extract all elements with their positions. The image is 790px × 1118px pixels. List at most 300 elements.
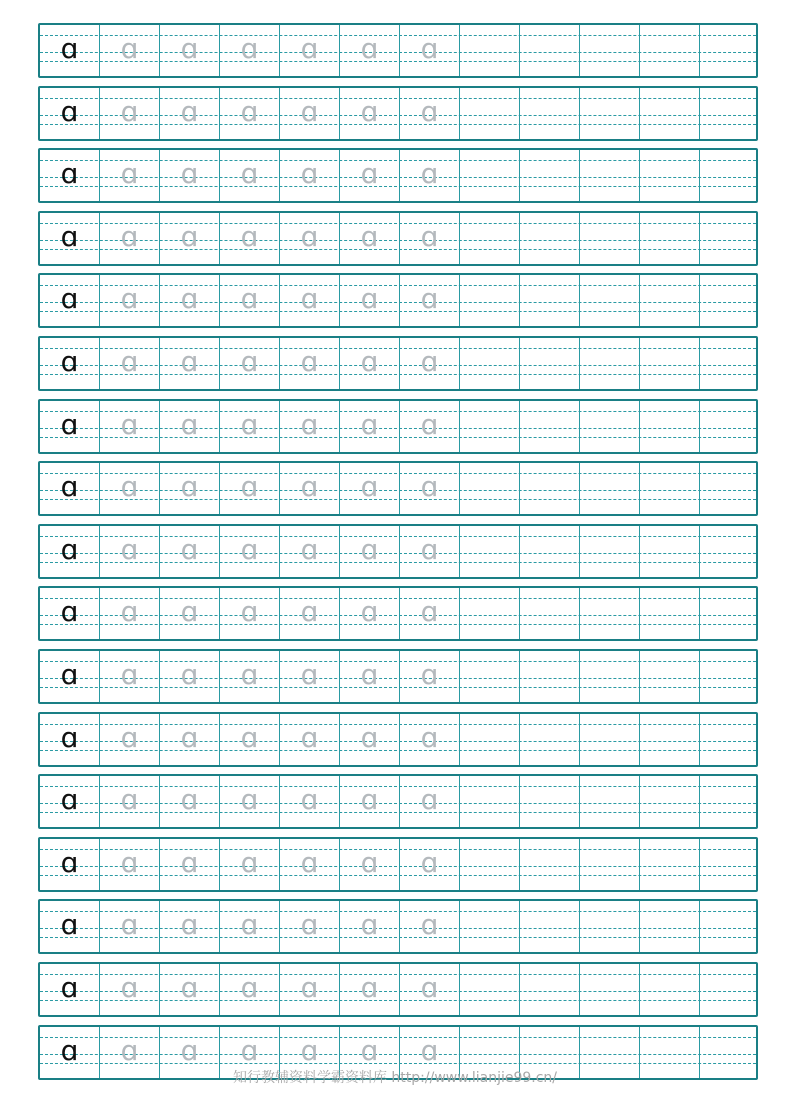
practice-cell[interactable]	[280, 275, 340, 326]
model-letter: ɑ	[60, 407, 79, 441]
trace-letter: ɑ	[420, 532, 439, 566]
practice-cell[interactable]	[160, 901, 220, 952]
practice-cell[interactable]	[220, 88, 280, 139]
practice-cell[interactable]	[220, 338, 280, 389]
trace-letter: ɑ	[240, 908, 259, 942]
trace-letter: ɑ	[420, 971, 439, 1004]
practice-cell[interactable]	[220, 526, 280, 577]
practice-cell[interactable]	[280, 651, 340, 702]
practice-cell[interactable]	[40, 88, 100, 139]
practice-cell[interactable]	[700, 338, 760, 389]
practice-cell[interactable]	[520, 714, 580, 765]
practice-cell[interactable]	[280, 526, 340, 577]
practice-cell[interactable]	[700, 213, 760, 264]
practice-cell[interactable]	[700, 651, 760, 702]
practice-cell[interactable]	[340, 839, 400, 890]
practice-cell[interactable]	[160, 651, 220, 702]
practice-cell[interactable]	[100, 714, 160, 765]
trace-letter: ɑ	[180, 595, 199, 629]
practice-cell[interactable]	[580, 275, 640, 326]
practice-cell[interactable]	[280, 839, 340, 890]
practice-row	[38, 148, 758, 203]
practice-cell[interactable]	[460, 150, 520, 201]
practice-cell[interactable]	[100, 651, 160, 702]
practice-cell[interactable]	[700, 88, 760, 139]
trace-letter: ɑ	[420, 720, 439, 754]
practice-cell[interactable]	[40, 588, 100, 639]
practice-cell[interactable]	[400, 88, 460, 139]
model-letter: ɑ	[60, 282, 79, 316]
trace-letter: ɑ	[300, 783, 319, 817]
practice-cell[interactable]	[460, 275, 520, 326]
practice-cell[interactable]	[460, 839, 520, 890]
trace-letter: ɑ	[420, 282, 439, 316]
practice-cell[interactable]	[100, 150, 160, 201]
practice-cell[interactable]	[280, 401, 340, 452]
trace-letter: ɑ	[240, 595, 259, 629]
practice-cell[interactable]	[400, 463, 460, 514]
trace-letter: ɑ	[360, 407, 379, 441]
model-letter: ɑ	[60, 595, 79, 629]
practice-cell[interactable]	[400, 338, 460, 389]
practice-cell[interactable]	[160, 463, 220, 514]
practice-cell[interactable]	[100, 839, 160, 890]
trace-letter: ɑ	[120, 595, 139, 629]
practice-cell[interactable]	[100, 901, 160, 952]
trace-letter: ɑ	[180, 532, 199, 566]
practice-cell[interactable]	[460, 401, 520, 452]
practice-cell[interactable]	[700, 526, 760, 577]
model-letter: ɑ	[60, 470, 79, 504]
trace-letter: ɑ	[120, 94, 139, 128]
practice-cell[interactable]	[340, 714, 400, 765]
trace-letter: ɑ	[300, 345, 319, 378]
practice-cell[interactable]	[340, 338, 400, 389]
practice-row	[38, 86, 758, 141]
practice-cell[interactable]	[700, 275, 760, 326]
model-letter: ɑ	[60, 32, 79, 65]
practice-cell[interactable]	[340, 964, 400, 1015]
model-letter: ɑ	[60, 720, 79, 754]
practice-cell[interactable]	[460, 714, 520, 765]
trace-letter: ɑ	[180, 94, 199, 128]
practice-cell[interactable]	[400, 776, 460, 827]
practice-cell[interactable]	[160, 526, 220, 577]
trace-letter: ɑ	[300, 407, 319, 441]
practice-cell[interactable]	[400, 714, 460, 765]
practice-cell[interactable]	[400, 150, 460, 201]
model-letter: ɑ	[60, 532, 79, 566]
practice-cell[interactable]	[40, 901, 100, 952]
practice-cell[interactable]	[580, 839, 640, 890]
practice-cell[interactable]	[280, 338, 340, 389]
model-letter: ɑ	[60, 783, 79, 817]
practice-cell[interactable]	[640, 901, 700, 952]
trace-letter: ɑ	[180, 407, 199, 441]
practice-row	[38, 837, 758, 892]
practice-row	[38, 461, 758, 516]
practice-cell[interactable]	[160, 401, 220, 452]
practice-cell[interactable]	[280, 213, 340, 264]
trace-letter: ɑ	[360, 720, 379, 754]
practice-cell[interactable]	[580, 526, 640, 577]
trace-letter: ɑ	[180, 783, 199, 817]
practice-cell[interactable]	[220, 651, 280, 702]
practice-cell[interactable]	[220, 714, 280, 765]
practice-cell[interactable]	[580, 338, 640, 389]
practice-cell[interactable]	[700, 839, 760, 890]
practice-cell[interactable]	[40, 25, 100, 76]
practice-cell[interactable]	[520, 213, 580, 264]
practice-cell[interactable]	[40, 839, 100, 890]
trace-letter: ɑ	[420, 783, 439, 817]
practice-cell[interactable]	[340, 651, 400, 702]
practice-cell[interactable]	[640, 25, 700, 76]
practice-cell[interactable]	[160, 88, 220, 139]
practice-cell[interactable]	[220, 25, 280, 76]
model-letter: ɑ	[60, 971, 79, 1004]
trace-letter: ɑ	[360, 470, 379, 504]
trace-letter: ɑ	[420, 1033, 439, 1067]
trace-letter: ɑ	[180, 345, 199, 378]
practice-cell[interactable]	[640, 463, 700, 514]
trace-letter: ɑ	[420, 407, 439, 441]
trace-letter: ɑ	[300, 532, 319, 566]
practice-cell[interactable]	[640, 651, 700, 702]
trace-letter: ɑ	[180, 720, 199, 754]
practice-cell[interactable]	[700, 964, 760, 1015]
practice-cell[interactable]	[340, 401, 400, 452]
practice-cell[interactable]	[340, 463, 400, 514]
practice-cell[interactable]	[100, 964, 160, 1015]
trace-letter: ɑ	[300, 658, 319, 691]
practice-cell[interactable]	[580, 463, 640, 514]
practice-cell[interactable]	[580, 588, 640, 639]
practice-cell[interactable]	[40, 463, 100, 514]
practice-cell[interactable]	[460, 88, 520, 139]
practice-cell[interactable]	[580, 150, 640, 201]
trace-letter: ɑ	[360, 783, 379, 817]
practice-cell[interactable]	[580, 401, 640, 452]
trace-letter: ɑ	[360, 658, 379, 691]
practice-cell[interactable]	[160, 964, 220, 1015]
trace-letter: ɑ	[360, 595, 379, 629]
trace-letter: ɑ	[360, 345, 379, 378]
practice-cell[interactable]	[160, 338, 220, 389]
practice-cell[interactable]	[100, 88, 160, 139]
practice-cell[interactable]	[520, 588, 580, 639]
practice-cell[interactable]	[400, 964, 460, 1015]
practice-cell[interactable]	[100, 275, 160, 326]
practice-cell[interactable]	[700, 901, 760, 952]
practice-cell[interactable]	[520, 88, 580, 139]
trace-letter: ɑ	[360, 94, 379, 128]
practice-cell[interactable]	[40, 401, 100, 452]
practice-cell[interactable]	[580, 25, 640, 76]
trace-letter: ɑ	[420, 595, 439, 629]
practice-cell[interactable]	[400, 651, 460, 702]
practice-cell[interactable]	[460, 25, 520, 76]
model-letter: ɑ	[60, 345, 79, 378]
practice-cell[interactable]	[100, 776, 160, 827]
trace-letter: ɑ	[180, 845, 199, 879]
practice-cell[interactable]	[100, 588, 160, 639]
trace-letter: ɑ	[240, 470, 259, 504]
practice-cell[interactable]	[640, 776, 700, 827]
trace-letter: ɑ	[300, 219, 319, 253]
practice-cell[interactable]	[400, 275, 460, 326]
practice-cell[interactable]	[700, 714, 760, 765]
practice-cell[interactable]	[220, 964, 280, 1015]
practice-cell[interactable]	[220, 901, 280, 952]
practice-cell[interactable]	[580, 651, 640, 702]
practice-row	[38, 336, 758, 391]
practice-cell[interactable]	[220, 463, 280, 514]
trace-letter: ɑ	[120, 345, 139, 378]
practice-cell[interactable]	[640, 839, 700, 890]
trace-letter: ɑ	[300, 94, 319, 128]
practice-cell[interactable]	[460, 588, 520, 639]
practice-row	[38, 649, 758, 704]
trace-letter: ɑ	[300, 157, 319, 191]
trace-letter: ɑ	[420, 658, 439, 691]
trace-letter: ɑ	[300, 845, 319, 879]
practice-cell[interactable]	[520, 150, 580, 201]
practice-cell[interactable]	[100, 526, 160, 577]
practice-cell[interactable]	[40, 776, 100, 827]
trace-letter: ɑ	[120, 971, 139, 1004]
trace-letter: ɑ	[240, 219, 259, 253]
practice-cell[interactable]	[400, 25, 460, 76]
practice-cell[interactable]	[520, 964, 580, 1015]
practice-cell[interactable]	[640, 338, 700, 389]
trace-letter: ɑ	[300, 32, 319, 65]
practice-cell[interactable]	[280, 25, 340, 76]
trace-letter: ɑ	[300, 971, 319, 1004]
practice-row	[38, 23, 758, 78]
practice-cell[interactable]	[640, 964, 700, 1015]
trace-letter: ɑ	[120, 407, 139, 441]
practice-cell[interactable]	[520, 463, 580, 514]
practice-cell[interactable]	[520, 901, 580, 952]
trace-letter: ɑ	[420, 845, 439, 879]
practice-cell[interactable]	[520, 839, 580, 890]
trace-letter: ɑ	[180, 282, 199, 316]
practice-cell[interactable]	[280, 901, 340, 952]
practice-cell[interactable]	[580, 88, 640, 139]
practice-cell[interactable]	[640, 401, 700, 452]
trace-letter: ɑ	[240, 532, 259, 566]
practice-cell[interactable]	[340, 275, 400, 326]
practice-cell[interactable]	[40, 526, 100, 577]
trace-letter: ɑ	[120, 658, 139, 691]
trace-letter: ɑ	[240, 157, 259, 191]
practice-cell[interactable]	[640, 150, 700, 201]
practice-cell[interactable]	[640, 275, 700, 326]
practice-cell[interactable]	[400, 839, 460, 890]
practice-cell[interactable]	[700, 463, 760, 514]
trace-letter: ɑ	[240, 1033, 259, 1067]
trace-letter: ɑ	[120, 1033, 139, 1067]
trace-letter: ɑ	[360, 845, 379, 879]
practice-cell[interactable]	[640, 588, 700, 639]
practice-row	[38, 774, 758, 829]
practice-cell[interactable]	[700, 401, 760, 452]
model-letter: ɑ	[60, 1033, 79, 1067]
practice-cell[interactable]	[400, 213, 460, 264]
practice-cell[interactable]	[280, 463, 340, 514]
practice-cell[interactable]	[520, 651, 580, 702]
practice-cell[interactable]	[460, 213, 520, 264]
practice-cell[interactable]	[40, 338, 100, 389]
practice-cell[interactable]	[340, 588, 400, 639]
trace-letter: ɑ	[360, 157, 379, 191]
model-letter: ɑ	[60, 219, 79, 253]
practice-row	[38, 524, 758, 579]
practice-cell[interactable]	[460, 526, 520, 577]
practice-cell[interactable]	[700, 25, 760, 76]
practice-cell[interactable]	[640, 213, 700, 264]
practice-cell[interactable]	[520, 526, 580, 577]
practice-cell[interactable]	[160, 588, 220, 639]
practice-cell[interactable]	[460, 964, 520, 1015]
practice-cell[interactable]	[160, 275, 220, 326]
practice-cell[interactable]	[460, 463, 520, 514]
trace-letter: ɑ	[420, 345, 439, 378]
trace-letter: ɑ	[240, 658, 259, 691]
trace-letter: ɑ	[120, 532, 139, 566]
practice-row	[38, 962, 758, 1017]
practice-cell[interactable]	[580, 213, 640, 264]
practice-cell[interactable]	[280, 88, 340, 139]
practice-cell[interactable]	[520, 25, 580, 76]
practice-cell[interactable]	[160, 714, 220, 765]
practice-cell[interactable]	[580, 964, 640, 1015]
practice-cell[interactable]	[400, 401, 460, 452]
practice-cell[interactable]	[400, 526, 460, 577]
practice-cell[interactable]	[280, 776, 340, 827]
practice-cell[interactable]	[100, 213, 160, 264]
trace-letter: ɑ	[120, 219, 139, 253]
trace-letter: ɑ	[300, 720, 319, 754]
practice-cell[interactable]	[220, 401, 280, 452]
practice-cell[interactable]	[340, 88, 400, 139]
trace-letter: ɑ	[180, 470, 199, 504]
practice-cell[interactable]	[460, 338, 520, 389]
trace-letter: ɑ	[180, 157, 199, 191]
practice-cell[interactable]	[40, 150, 100, 201]
trace-letter: ɑ	[360, 1033, 379, 1067]
practice-cell[interactable]	[40, 964, 100, 1015]
practice-cell[interactable]	[520, 338, 580, 389]
model-letter: ɑ	[60, 908, 79, 942]
practice-cell[interactable]	[520, 275, 580, 326]
practice-row	[38, 211, 758, 266]
practice-cell[interactable]	[520, 776, 580, 827]
practice-cell[interactable]	[340, 150, 400, 201]
trace-letter: ɑ	[420, 94, 439, 128]
practice-cell[interactable]	[580, 776, 640, 827]
trace-letter: ɑ	[120, 282, 139, 316]
practice-cell[interactable]	[40, 651, 100, 702]
trace-letter: ɑ	[420, 32, 439, 65]
practice-cell[interactable]	[160, 839, 220, 890]
practice-cell[interactable]	[640, 714, 700, 765]
practice-cell[interactable]	[400, 901, 460, 952]
practice-cell[interactable]	[580, 714, 640, 765]
trace-letter: ɑ	[240, 783, 259, 817]
practice-cell[interactable]	[220, 213, 280, 264]
trace-letter: ɑ	[240, 720, 259, 754]
practice-cell[interactable]	[220, 776, 280, 827]
trace-letter: ɑ	[120, 32, 139, 65]
practice-cell[interactable]	[280, 714, 340, 765]
practice-cell[interactable]	[340, 213, 400, 264]
practice-cell[interactable]	[460, 901, 520, 952]
practice-cell[interactable]	[220, 839, 280, 890]
practice-cell[interactable]	[280, 964, 340, 1015]
trace-letter: ɑ	[240, 407, 259, 441]
trace-letter: ɑ	[120, 470, 139, 504]
trace-letter: ɑ	[420, 219, 439, 253]
practice-cell[interactable]	[400, 588, 460, 639]
practice-cell[interactable]	[100, 401, 160, 452]
practice-cell[interactable]	[520, 401, 580, 452]
trace-letter: ɑ	[180, 1033, 199, 1067]
trace-letter: ɑ	[240, 282, 259, 316]
practice-cell[interactable]	[220, 150, 280, 201]
practice-cell[interactable]	[700, 150, 760, 201]
practice-cell[interactable]	[340, 901, 400, 952]
trace-letter: ɑ	[240, 845, 259, 879]
practice-cell[interactable]	[40, 213, 100, 264]
practice-cell[interactable]	[40, 714, 100, 765]
trace-letter: ɑ	[180, 908, 199, 942]
trace-letter: ɑ	[120, 720, 139, 754]
practice-cell[interactable]	[160, 776, 220, 827]
practice-cell[interactable]	[460, 651, 520, 702]
practice-cell[interactable]	[100, 25, 160, 76]
practice-cell[interactable]	[40, 275, 100, 326]
practice-cell[interactable]	[340, 526, 400, 577]
trace-letter: ɑ	[180, 32, 199, 65]
practice-cell[interactable]	[340, 25, 400, 76]
trace-letter: ɑ	[420, 157, 439, 191]
trace-letter: ɑ	[360, 282, 379, 316]
practice-cell[interactable]	[460, 776, 520, 827]
practice-cell[interactable]	[160, 213, 220, 264]
practice-cell[interactable]	[220, 275, 280, 326]
trace-letter: ɑ	[240, 971, 259, 1004]
trace-letter: ɑ	[360, 971, 379, 1004]
practice-cell[interactable]	[700, 588, 760, 639]
practice-cell[interactable]	[100, 338, 160, 389]
practice-cell[interactable]	[100, 463, 160, 514]
practice-cell[interactable]	[640, 526, 700, 577]
trace-letter: ɑ	[300, 1033, 319, 1067]
trace-letter: ɑ	[120, 783, 139, 817]
practice-cell[interactable]	[640, 88, 700, 139]
practice-cell[interactable]	[280, 150, 340, 201]
practice-cell[interactable]	[340, 776, 400, 827]
trace-letter: ɑ	[240, 94, 259, 128]
practice-cell[interactable]	[700, 776, 760, 827]
practice-cell[interactable]	[280, 588, 340, 639]
practice-cell[interactable]	[160, 25, 220, 76]
practice-cell[interactable]	[580, 901, 640, 952]
practice-cell[interactable]	[160, 150, 220, 201]
practice-cell[interactable]	[220, 588, 280, 639]
